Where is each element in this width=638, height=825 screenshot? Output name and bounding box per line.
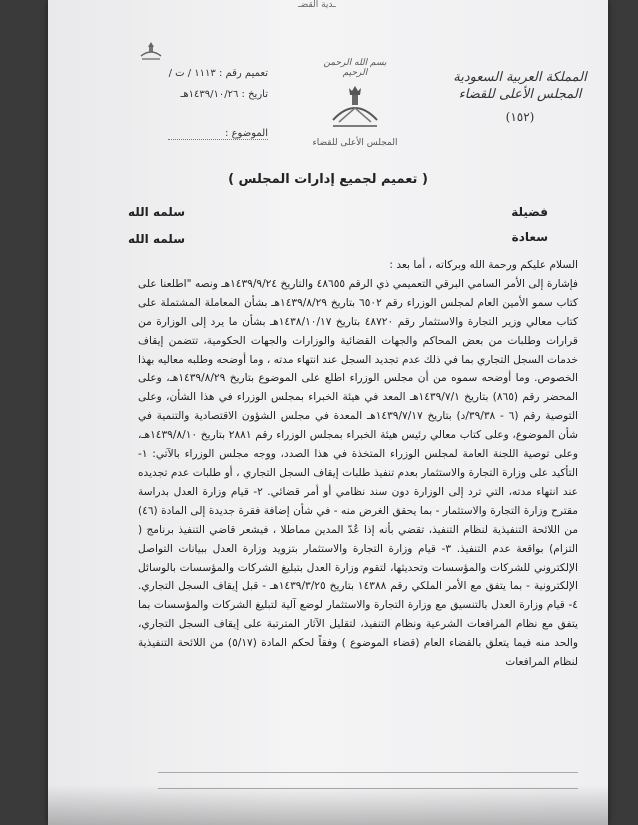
circular-number: تعميم رقم : ١١١٣ / ت / bbox=[168, 68, 268, 79]
page-title: ( تعميم لجميع إدارات المجلس ) bbox=[228, 172, 428, 187]
salute-1: سلمه الله bbox=[128, 205, 185, 219]
letter-body bbox=[138, 256, 578, 672]
greeting: السلام عليكم ورحمة الله وبركاته ، أما بعد : bbox=[389, 259, 578, 271]
basmala: بسم الله الرحمن الرحيم bbox=[323, 58, 387, 78]
org-line-1: المملكة العربية السعودية bbox=[453, 70, 587, 85]
center-emblem bbox=[310, 58, 400, 148]
document-page bbox=[48, 0, 608, 825]
subject-label: الموضوع : bbox=[168, 128, 268, 140]
main-paragraph: فإشارة إلى الأمر السامي البرقي التعميمي ذي الرقم ٤٨٦٥٥ والتاريخ ١٤٣٩/٩/٢٤هـ ونصه "اطلعنا على كتاب سمو الأمين العام لمجلس الوزراء رقم ٦٥٠٢ بتاريخ ١٤٣٩/٨/٢٩هـ بشأن المعاملة المشتملة على كتاب معالي وزير التجارة والاستثمار رقم ٤٨٧٢٠ بتاريخ ١٤٣٨/١٠/١٧هـ بشأن ما يرد إلى الوزارة من قرارات وطلبات من بعض المحاكم والجهات القضائية والوزارات والجهات الحكومية، تتضمن إيقاف خدمات السجل التجاري بما في ذلك عدم تجديد السجل عند انتهاء مدته ، وما أوضحه وطلبه معاليه بهذا الخصوص. وما أوضحه سموه من أن مجلس الوزراء اطلع على الموضوع بتاريخ ١٤٣٩/٨/٢٩هـ، وعلى المحضر رقم (٨٦٥) بتاريخ ١٤٣٩/٧/١هـ المعد في هيئة الخبراء بمجلس الوزراء في هذا الشأن، وعلى التوصية رقم (٦ - ٣٩/٣٨/د) بتاريخ ١٤٣٩/٧/١٧هـ المعدة في مجلس الشؤون الاقتصادية والتنمية في شأن الموضوع، وعلى كتاب معالي رئيس هيئة الخبراء بمجلس الوزراء رقم ٢٨٨١ بتاريخ ١٤٣٩/٨/١٠هـ، وعلى توصية اللجنة العامة لمجلس الوزراء المتخذة في هذا الصدد، ووجه مجلس الوزراء بالآتي: ١- التأكيد على وزارة التجارة والاستثمار بعدم تنفيذ طلبات إيقاف السجل التجاري ، أو طلبات عدم تجديده عند انتهاء مدته، التي ترد إلى الوزارة دون سند نظامي أو أمر قضائي. ٢- قيام وزارة العدل بدراسة مقترح وزارة التجارة والاستثمار - بما يحقق الغرض منه - في شأن إضافة فقرة جديدة إلى المادة (٤٦) من اللائحة التنفيذية لنظام التنفيذ، تقضي بأنه إذا عُدّ المدين مماطلا ، فيشعر قاضي التنفيذ برنامج ( التزام) بواقعة عدم التنفيذ. ٣- قيام وزارة التجارة والاستثمار بتزويد وزارة العدل ببيانات التواصل الإلكتروني للشركات والمؤسسات وتحديثها، لتقوم وزارة العدل بتبليغ الشركات والمؤسسات بالوسائل الإلكترونية - بما يتفق مع الأمر الملكي رقم ١٤٣٨٨ بتاريخ ١٤٣٩/٣/٢٥هـ - قبل إيقاف السجل التجاري. ٤- قيام وزارة العدل بالتنسيق مع وزارة التجارة والاستثمار لوضع آلية لتبليغ الشركات والمؤسسات بما يتفق مع نظام المرافعات الشرعية ونظام التنفيذ، لتقليل الآثار المترتبة على إيقاف السجل التجاري، والحد منه فيما يتعلق بالقضاء العام (قضاء الموضوع ) وفقاً لحكم المادة (٥/١٧) من اللائحة التنفيذية لنظام المرافعات bbox=[138, 277, 579, 669]
page-shadow bbox=[48, 785, 608, 825]
circular-meta bbox=[118, 68, 268, 150]
org-line-2: المجلس الأعلى للقضاء bbox=[458, 87, 582, 102]
small-emblem-icon bbox=[138, 40, 164, 62]
address-virtue: فضيلة bbox=[511, 205, 548, 219]
top-fragment: ـدية القضـ bbox=[298, 0, 336, 10]
council-emblem-icon bbox=[325, 82, 385, 132]
salute-2: سلمه الله bbox=[128, 232, 185, 246]
emblem-caption: المجلس الأعلى للقضاء bbox=[312, 138, 398, 148]
organization-header bbox=[450, 70, 590, 124]
circular-date: تاريخ : ١٤٣٩/١٠/٢٦هـ bbox=[180, 89, 268, 100]
address-excellency: سعادة bbox=[511, 230, 548, 244]
divider-line bbox=[158, 772, 578, 773]
org-number: (١٥٢) bbox=[505, 110, 535, 124]
